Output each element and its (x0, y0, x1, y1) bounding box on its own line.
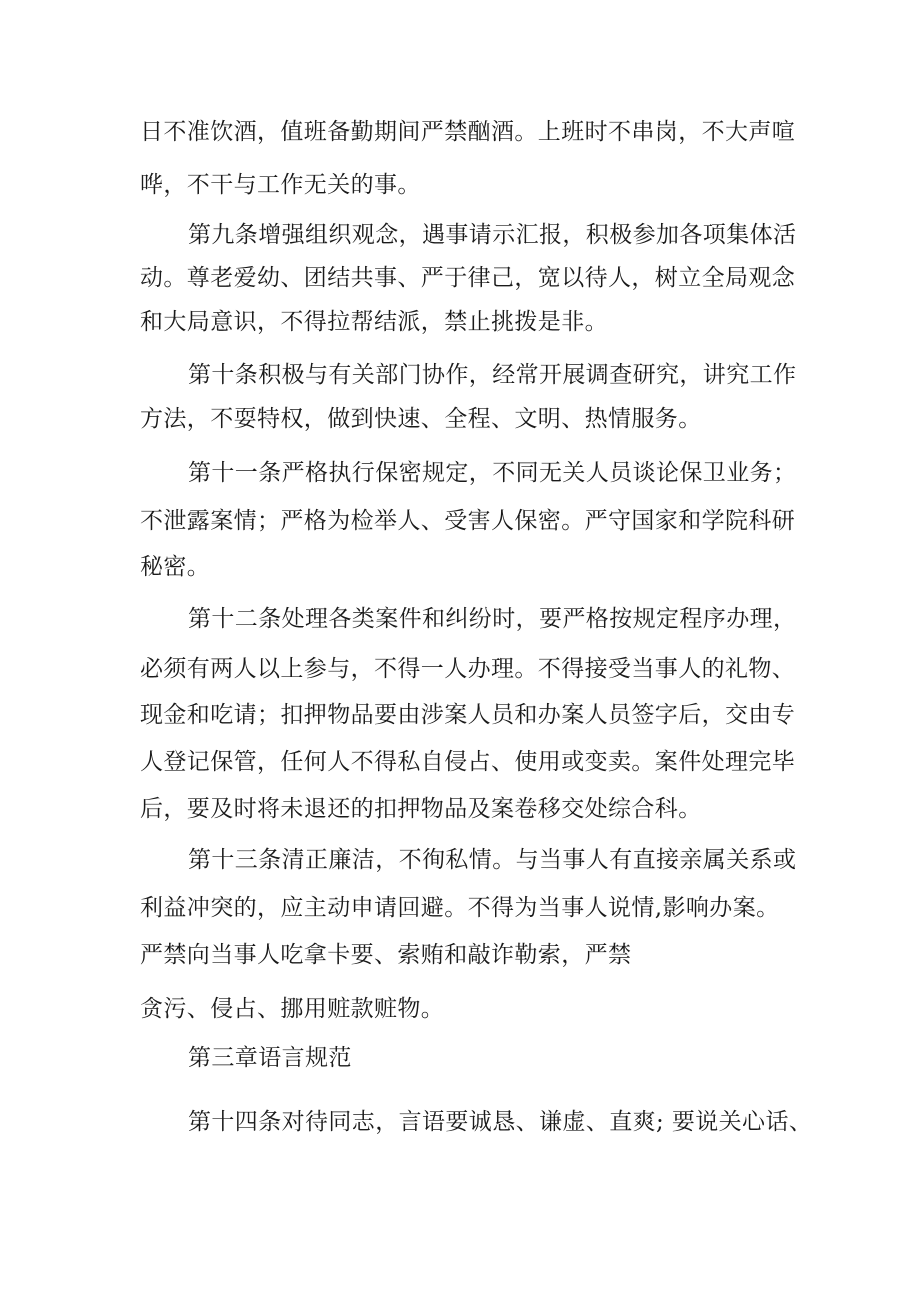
text-line: 后，要及时将未退还的扣押物品及案卷移交处综合科。 (140, 796, 702, 822)
text-line: 方法，不耍特权，做到快速、全程、文明、热情服务。 (140, 406, 702, 432)
text-line: 必须有两人以上参与，不得一人办理。不得接受当事人的礼物、 (140, 656, 796, 682)
text-line: 贪污、侵占、挪用赃款赃物。 (140, 996, 445, 1022)
text-line: 利益冲突的，应主动申请回避。不得为当事人说情,影响办案。 (140, 895, 780, 921)
chapter-heading: 第三章语言规范 (188, 1045, 352, 1071)
article-13-text: 第十三条清正廉洁，不徇私情。与当事人有直接亲属关系或 (188, 847, 797, 873)
text-line: 现金和吃请；扣押物品要由涉案人员和办案人员签字后，交由专 (140, 702, 796, 728)
article-12-text: 第十二条处理各类案件和纠纷时，要严格按规定程序办理， (188, 606, 797, 632)
text-line: 动。尊老爱幼、团结共事、严于律己，宽以待人，树立全局观念 (140, 265, 796, 291)
text-line: 哗，不干与工作无关的事。 (140, 172, 421, 198)
article-9-text: 第九条增强组织观念，遇事请示汇报，积极参加各项集体活 (188, 222, 797, 248)
text-line: 日不准饮酒，值班备勤期间严禁酗酒。上班时不串岗，不大声喧 (140, 119, 796, 145)
text-line: 人登记保管，任何人不得私自侵占、使用或变卖。案件处理完毕 (140, 749, 796, 775)
text-line: 和大局意识，不得拉帮结派，禁止挑拨是非。 (140, 309, 608, 335)
article-11-text: 第十一条严格执行保密规定，不同无关人员谈论保卫业务； (188, 460, 797, 486)
article-10-text: 第十条积极与有关部门协作，经常开展调查研究，讲究工作 (188, 362, 797, 388)
text-line: 秘密。 (140, 554, 211, 580)
text-line: 不泄露案情；严格为检举人、受害人保密。严守国家和学院科研 (140, 508, 796, 534)
article-14-text: 第十四条对待同志，言语要诚恳、谦虚、直爽; 要说关心话、 (188, 1109, 813, 1135)
text-line: 严禁向当事人吃拿卡要、索贿和敲诈勒索，严禁 (140, 942, 632, 968)
